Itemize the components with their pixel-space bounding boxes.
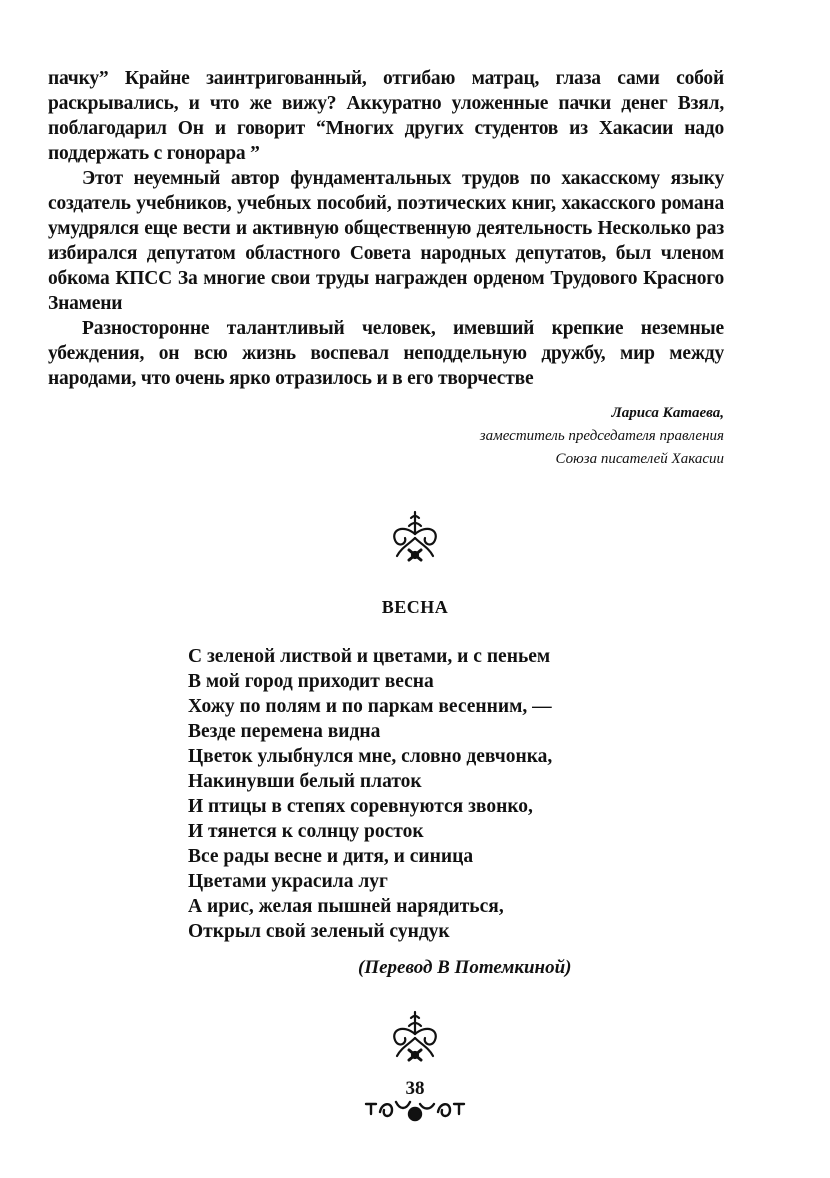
floral-ornament-icon bbox=[385, 510, 445, 571]
poem-title: ВЕСНА bbox=[381, 597, 449, 617]
paragraph-author-work: Этот неуемный автор фундаментальных трудов по хакасскому языку создатель учебников, учебных пособий, поэтических книг, хакасского романа умудрялся еще вести и активную общественную деятельность Несколько раз избирался депутатом областного Совета народных депутатов, был членом обкома КПСС За многие свои труды награжден орденом Трудового Красного Знамени bbox=[48, 168, 724, 314]
poem-line: Цветами украсила луг bbox=[188, 871, 388, 892]
signature-position: заместитель председателя правления bbox=[479, 428, 724, 444]
poem-line: Все рады весне и дитя, и синица bbox=[188, 846, 474, 867]
signature-block bbox=[480, 402, 724, 471]
page-number: 38 bbox=[405, 1078, 425, 1099]
floral-ornament-icon bbox=[385, 1010, 445, 1071]
paragraph-conclusion: Разносторонне талантливый человек, имевший крепкие неземные убеждения, он всю жизнь воспевал неподдельную дружбу, мир между народами, что очень ярко отразилось и в его творчестве bbox=[48, 318, 724, 389]
poem-line: А ирис, желая пышней нарядиться, bbox=[188, 896, 504, 917]
poem-line: И тянется к солнцу росток bbox=[188, 821, 424, 842]
paragraph-continued: пачку” Крайне заинтригованный, отгибаю матрац, глаза сами собой раскрывались, и что же вижу? Аккуратно уложенные пачки денег Взял, поблагодарил Он и говорит “Многих других студентов из Хакасии надо поддержать с гонорара ” bbox=[48, 68, 724, 164]
poem-line: Везде перемена видна bbox=[188, 721, 381, 742]
poem-line: И птицы в степях соревнуются звонко, bbox=[188, 796, 533, 817]
signature-organization: Союза писателей Хакасии bbox=[555, 451, 724, 467]
poem-line: С зеленой листвой и цветами, и с пеньем bbox=[188, 646, 551, 667]
poem-line: Накинувши белый платок bbox=[188, 771, 422, 792]
poem-line: Открыл свой зеленый сундук bbox=[188, 921, 450, 942]
signature-name: Лариса Катаева, bbox=[611, 405, 724, 421]
poem-line: Хожу по полям и по паркам весенним, — bbox=[188, 696, 552, 717]
footer-vignette-icon bbox=[360, 1096, 470, 1129]
poem-line: В мой город приходит весна bbox=[188, 671, 434, 692]
poem-body bbox=[188, 644, 552, 944]
poem-line: Цветок улыбнулся мне, словно девчонка, bbox=[188, 746, 553, 767]
translator-credit: (Перевод В Потемкиной) bbox=[358, 957, 572, 978]
